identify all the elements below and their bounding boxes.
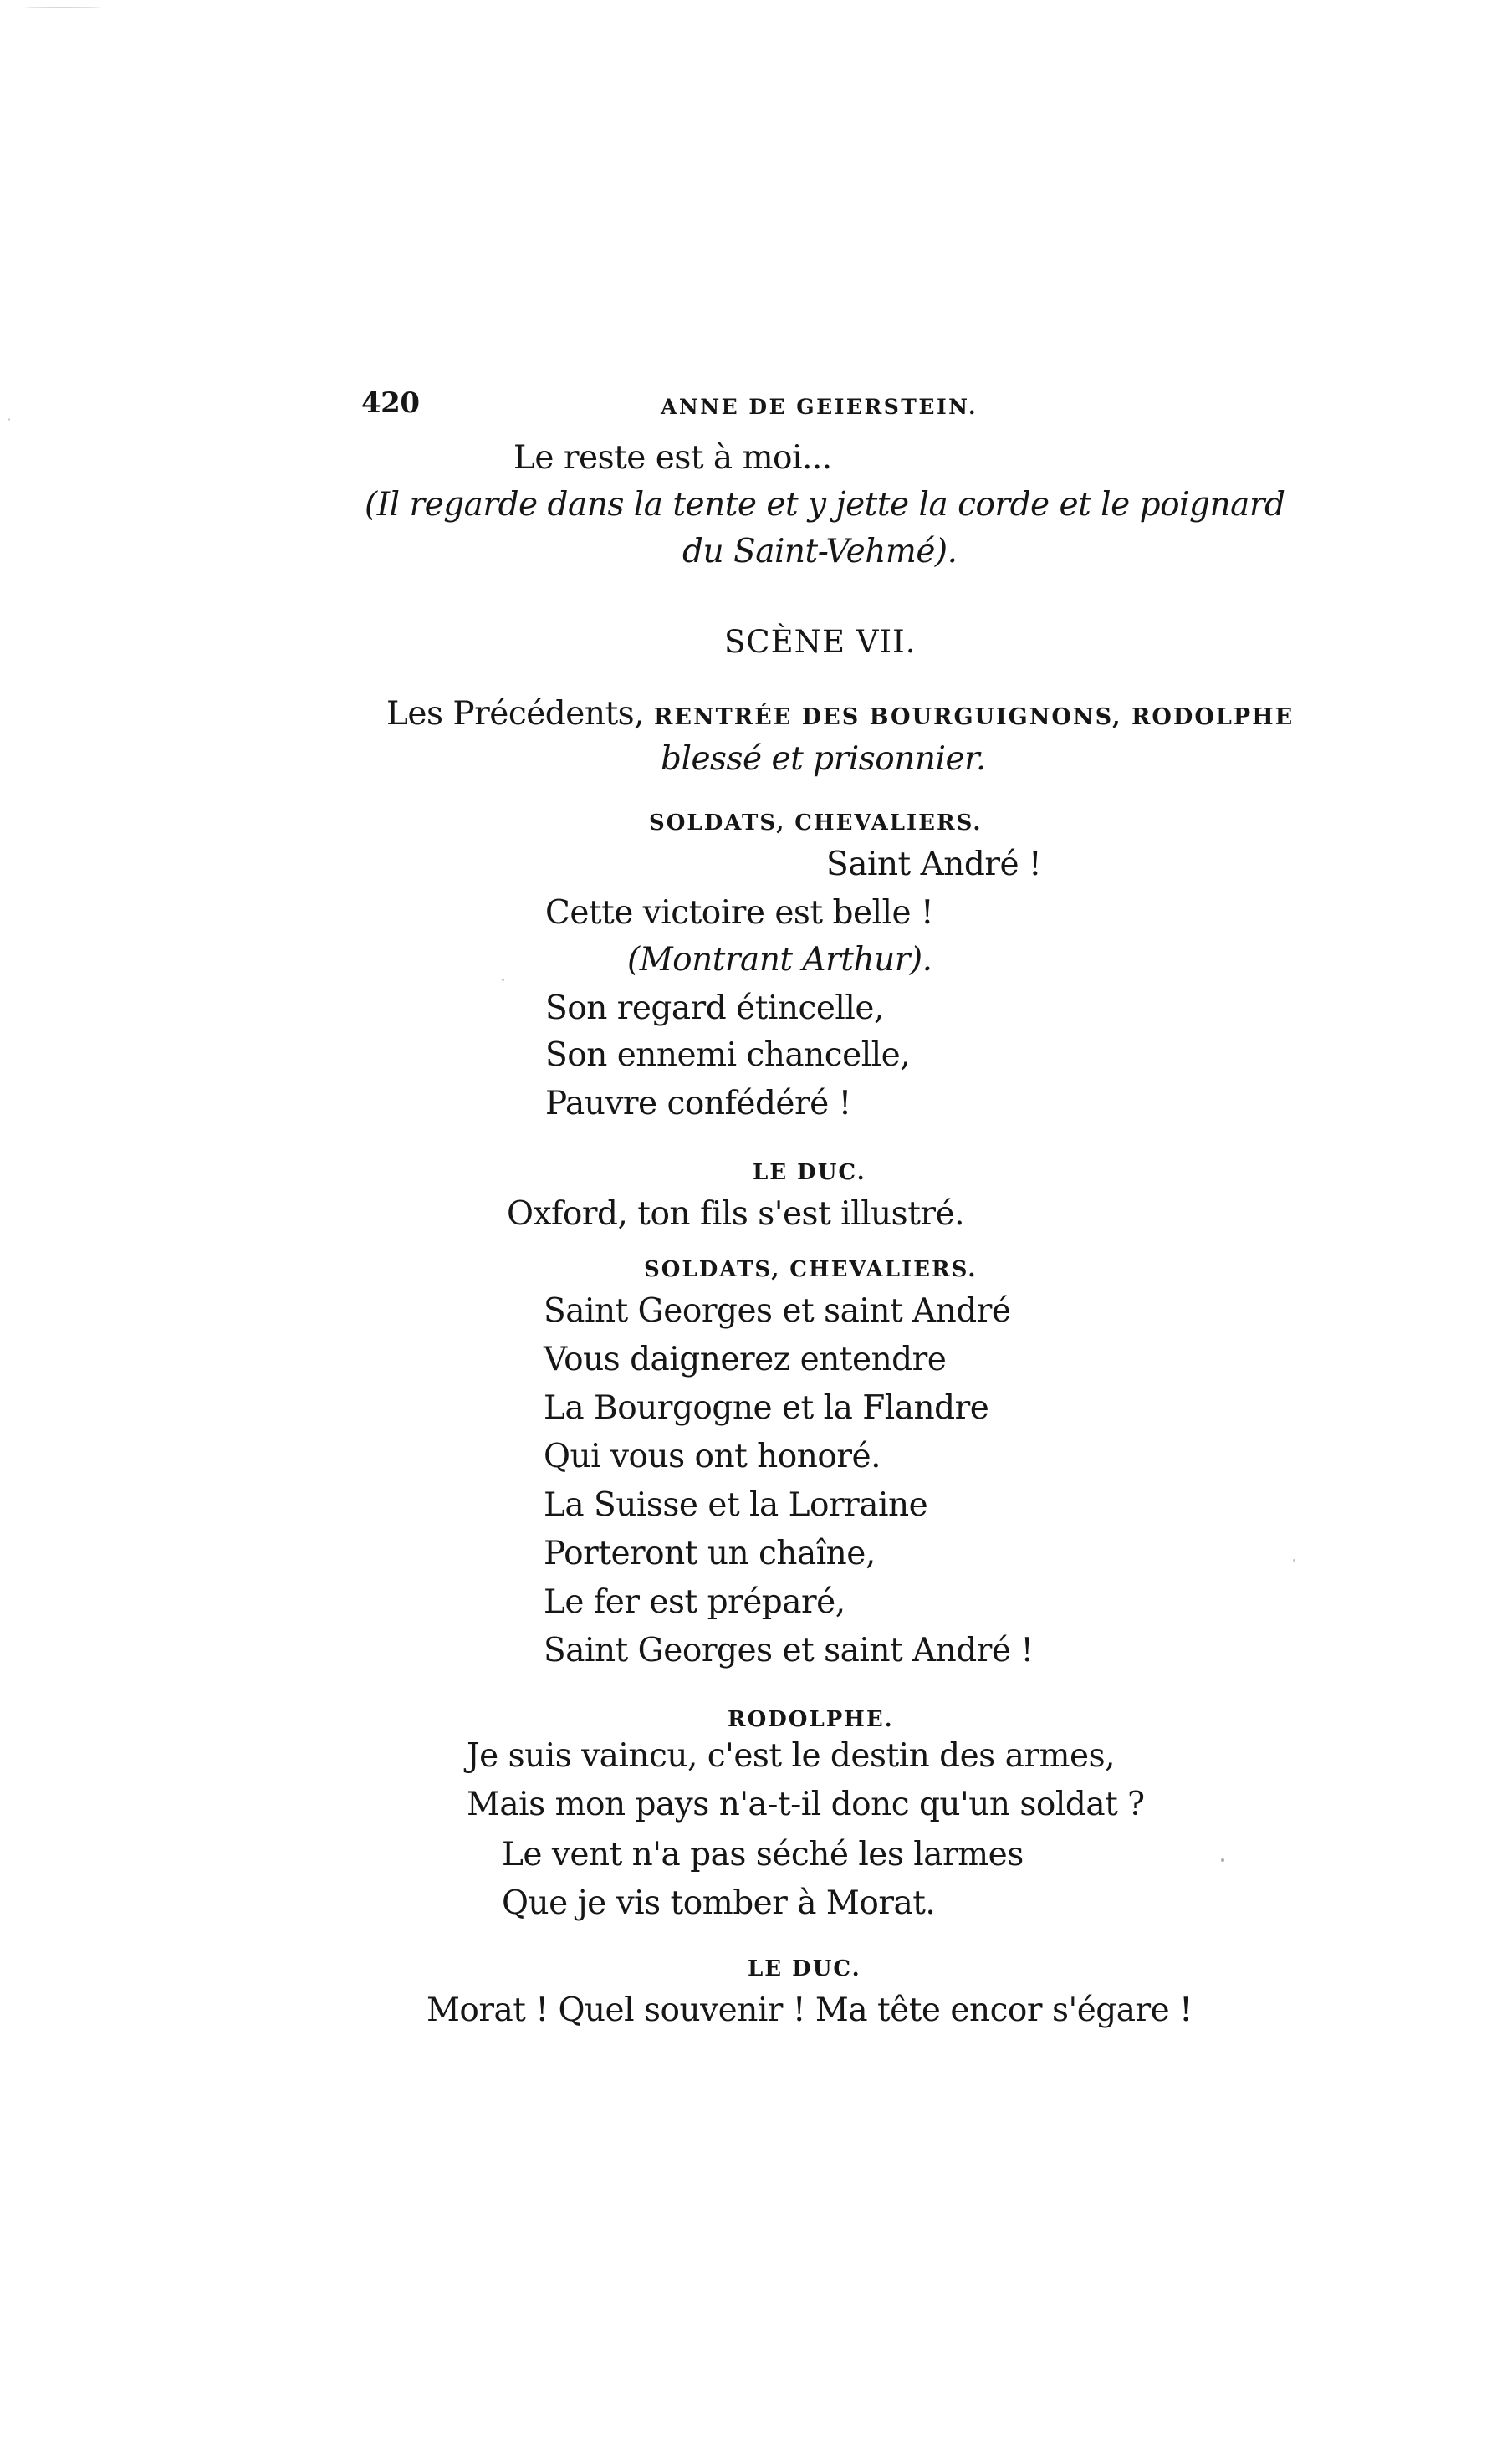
cast-entrance: RENTRÉE DES BOURGUIGNONS, RODOLPHE xyxy=(653,704,1295,730)
verse-line: Mais mon pays n'a-t-il donc qu'un soldat ? xyxy=(467,1786,1145,1823)
speaker-label: SOLDATS, CHEVALIERS. xyxy=(649,810,983,836)
verse-line: Son regard étincelle, xyxy=(545,989,884,1027)
verse-line: Saint Georges et saint André ! xyxy=(544,1632,1034,1669)
cast-line xyxy=(386,694,1294,738)
verse-line: Le fer est préparé, xyxy=(544,1583,845,1621)
running-title: ANNE DE GEIERSTEIN. xyxy=(661,395,978,419)
scan-speck xyxy=(8,418,10,421)
scan-speck xyxy=(502,979,504,981)
stage-direction: (Il regarde dans la tente et y jette la corde et le poignard xyxy=(365,486,1285,524)
stage-direction: du Saint-Vehmé). xyxy=(682,533,958,570)
verse-line: Le reste est à moi... xyxy=(513,439,832,477)
verse-line: La Suisse et la Lorraine xyxy=(544,1486,928,1524)
page-number: 420 xyxy=(361,386,420,420)
stage-direction: (Montrant Arthur). xyxy=(627,941,932,979)
verse-line: Vous daignerez entendre xyxy=(544,1341,947,1378)
verse-line: Qui vous ont honoré. xyxy=(544,1438,881,1475)
scan-speck xyxy=(25,7,100,8)
verse-line: Morat ! Quel souvenir ! Ma tête encor s'égare ! xyxy=(427,1991,1193,2029)
verse-line: Porteront un chaîne, xyxy=(544,1535,876,1572)
verse-line: Que je vis tomber à Morat. xyxy=(502,1884,936,1922)
verse-line: Pauvre confédéré ! xyxy=(545,1085,851,1122)
verse-line: Son ennemi chancelle, xyxy=(545,1036,911,1074)
speaker-label: RODOLPHE. xyxy=(728,1707,894,1732)
verse-line: Saint Georges et saint André xyxy=(544,1292,1011,1330)
verse-line: Saint André ! xyxy=(826,846,1042,883)
speaker-label: LE DUC. xyxy=(748,1956,861,1981)
speaker-label: SOLDATS, CHEVALIERS. xyxy=(644,1257,978,1282)
cast-names: Les Précédents, xyxy=(386,695,645,733)
cast-note: blessé et prisonnier. xyxy=(661,740,986,778)
speaker-label: LE DUC. xyxy=(753,1160,866,1185)
verse-line: Oxford, ton fils s'est illustré. xyxy=(507,1195,964,1233)
verse-line: Cette victoire est belle ! xyxy=(545,894,934,932)
verse-line: Je suis vaincu, c'est le destin des armes, xyxy=(467,1737,1115,1775)
verse-line: La Bourgogne et la Flandre xyxy=(544,1389,989,1427)
scan-speck xyxy=(1293,1559,1295,1562)
scene-heading: SCÈNE VII. xyxy=(724,624,917,660)
scan-speck xyxy=(1221,1858,1224,1862)
verse-line: Le vent n'a pas séché les larmes xyxy=(502,1836,1024,1874)
